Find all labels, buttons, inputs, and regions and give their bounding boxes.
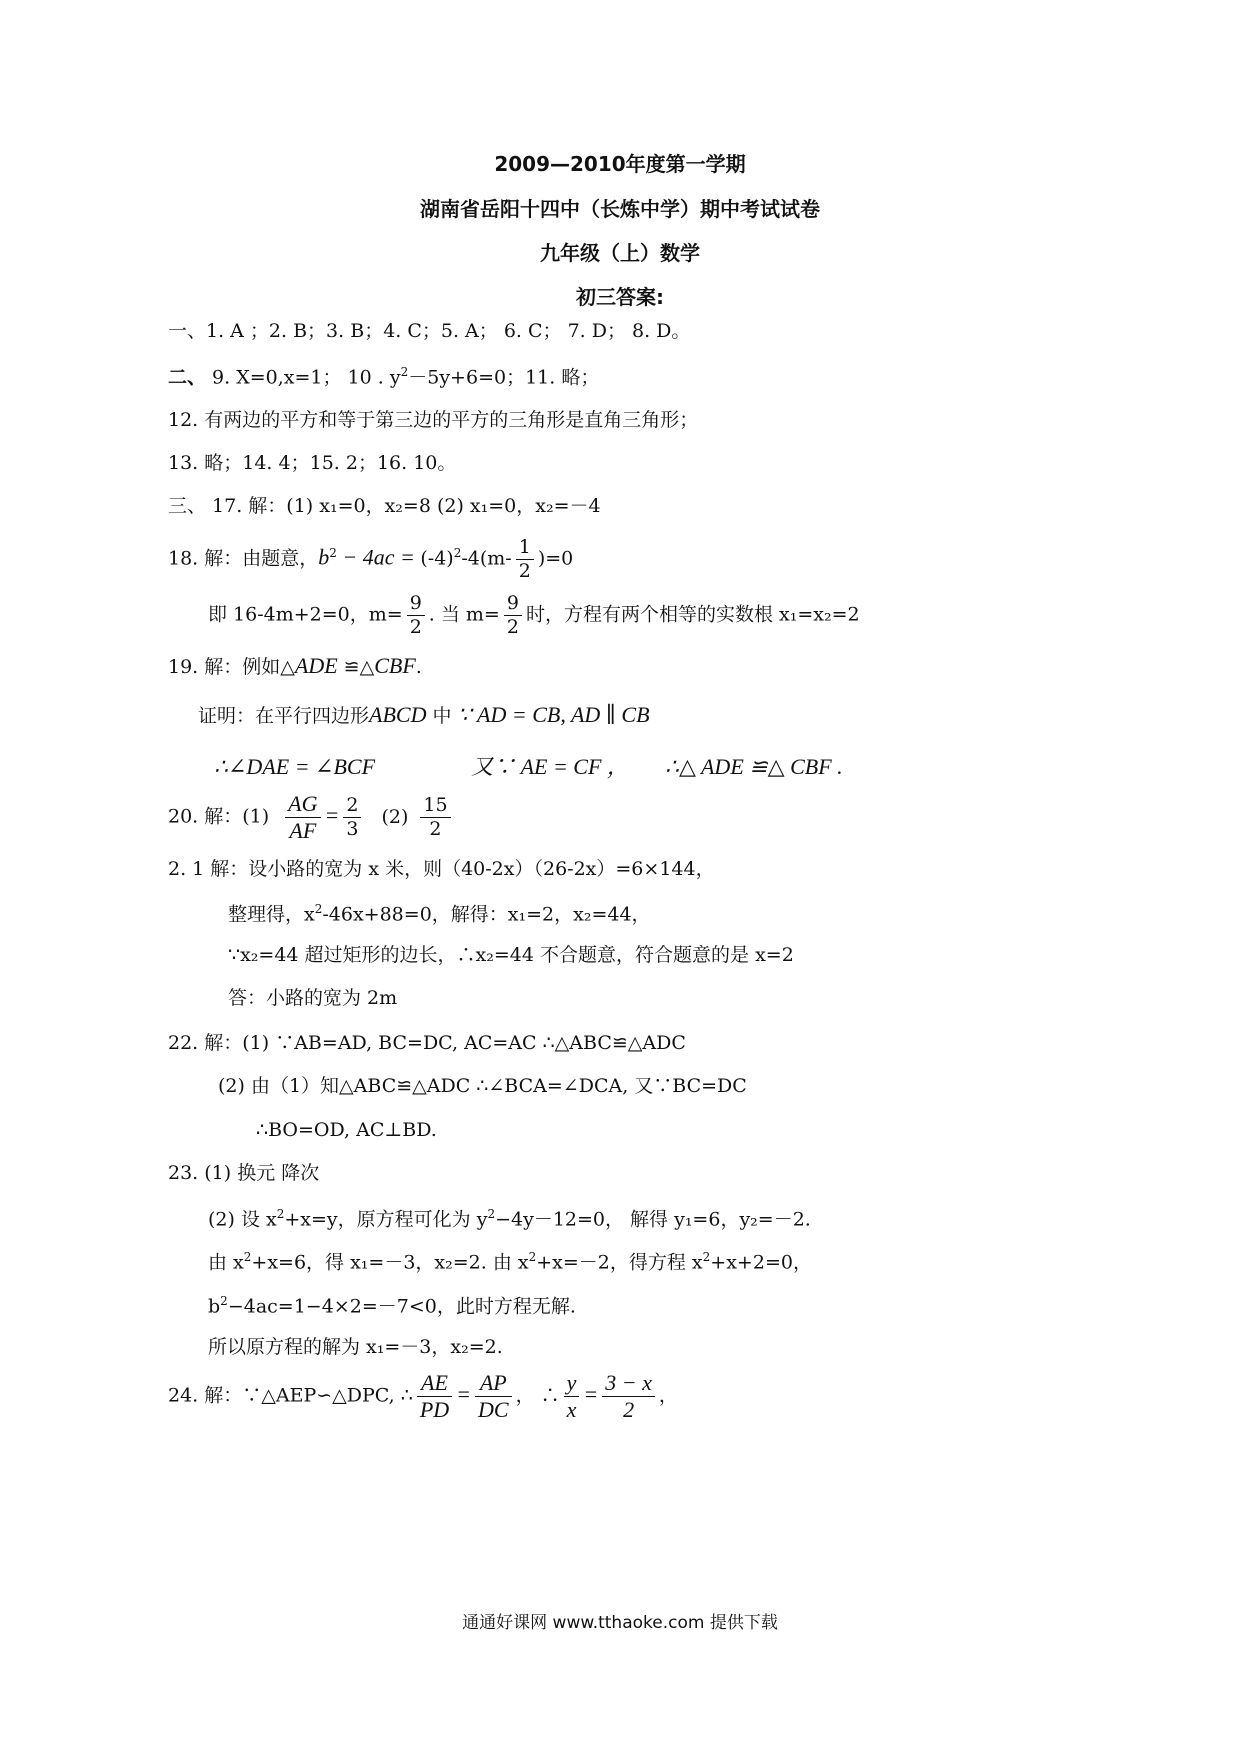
text: ， ∴: [515, 1384, 560, 1407]
answer-line-22: [208, 1295, 576, 1316]
footer-credit: 通通好课网 www.tthaoke.com 提供下载: [462, 1613, 778, 1633]
answer-line-12: 2. 1 解：设小路的宽为 x 米，则（40-2x）（26-2x）=6×144，: [168, 858, 715, 880]
heading-subject: 九年级（上）数学: [540, 241, 700, 265]
text: －5y+6=0；11. 略；: [408, 366, 600, 389]
text: (-4): [420, 547, 454, 570]
text: −4y－12=0， 解得 y₁=6，y₂=－2.: [495, 1208, 811, 1231]
fraction: $\frac{AG}{AF}$: [285, 793, 320, 842]
math: =: [583, 1381, 599, 1407]
text: 由 x: [208, 1251, 244, 1274]
answer-line-23: 所以原方程的解为 x₁=－3，x₂=2.: [208, 1336, 503, 1358]
fraction: $\frac{AP}{DC}$: [475, 1372, 512, 1421]
heading-answers: 初三答案:: [576, 285, 664, 309]
math: 又∵ AE = CF ，: [471, 754, 629, 779]
math: ∵ AD = CB, AD ∥ CB: [457, 702, 650, 727]
answer-line-17: (2) 由（1）知△ABC≌△ADC ∴∠BCA=∠DCA, 又∵BC=DC: [218, 1075, 747, 1097]
text: .: [415, 656, 422, 678]
sup: 2: [400, 365, 409, 379]
text: 24. 解：∵△AEP∽△DPC, ∴: [168, 1384, 413, 1407]
answer-line-10: [214, 756, 843, 778]
answer-line-3: 12. 有两边的平方和等于第三边的平方的三角形是直角三角形；: [168, 409, 699, 431]
math: ∴△ ADE ≌△ CBF .: [664, 754, 843, 779]
sup: 2: [702, 1250, 711, 1264]
fraction: $\frac{2}{3}$: [343, 796, 361, 839]
math: b: [318, 544, 330, 570]
answer-line-7: [208, 594, 860, 637]
answer-line-8: [168, 655, 422, 677]
text: 中: [426, 705, 458, 727]
fraction: $\frac{y}{x}$: [564, 1372, 580, 1421]
text: 19. 解：例如△: [168, 656, 295, 678]
heading-term: 2009—2010年度第一学期: [494, 152, 746, 176]
answer-line-24: [168, 1372, 678, 1421]
answer-line-14: ∵x₂=44 超过矩形的边长，∴x₂=44 不合题意，符合题意的是 x=2: [228, 944, 794, 966]
math: =: [324, 802, 340, 828]
text: 时，方程有两个相等的实数根 x₁=x₂=2: [525, 603, 860, 626]
answer-line-19: 23. (1) 换元 降次: [168, 1162, 320, 1184]
fraction: $\frac{3 - x}{2}$: [602, 1372, 655, 1421]
math: − 4ac =: [336, 544, 421, 570]
sup: 2: [453, 546, 462, 561]
text: -4(m-: [461, 547, 512, 570]
answer-line-4: 13. 略；14. 4；15. 2；16. 10。: [168, 452, 457, 474]
text: )=0: [537, 547, 574, 570]
fraction: $\frac{15}{2}$: [420, 796, 450, 839]
answer-line-21: [208, 1251, 812, 1272]
answer-line-9: [198, 704, 650, 726]
fraction: $\frac{AE}{PD}$: [417, 1372, 452, 1421]
sup: 2: [487, 1207, 496, 1221]
text: 18. 解：由题意，: [168, 547, 319, 570]
text: −4ac=1−4×2=－7<0，此时方程无解.: [227, 1295, 576, 1318]
text: +x=y，原方程可化为 y: [284, 1208, 488, 1231]
answer-line-13: [228, 903, 651, 924]
math: ABCD: [369, 702, 427, 727]
text: 20. 解：(1): [168, 805, 270, 828]
text: (2) 设 x: [208, 1208, 277, 1231]
text: +x+2=0，: [710, 1251, 812, 1274]
answer-line-11: [168, 793, 455, 842]
sup: 2: [528, 1250, 537, 1264]
sup: 2: [220, 1294, 228, 1308]
answer-line-20: [208, 1208, 811, 1229]
answer-line-6: [168, 538, 573, 581]
text: . 当 m=: [428, 603, 500, 626]
heading-school: 湖南省岳阳十四中（长炼中学）期中考试试卷: [420, 197, 820, 221]
text: 证明：在平行四边形: [198, 705, 370, 727]
sup: 2: [329, 546, 337, 561]
text: +x=6，得 x₁=－3，x₂=2. 由 x: [251, 1251, 529, 1274]
text: ≌△: [337, 656, 375, 678]
answer-line-18: ∴BO=OD, AC⊥BD.: [256, 1119, 437, 1141]
sup: 2: [276, 1207, 285, 1221]
text: (2): [381, 805, 409, 828]
math: =: [456, 1381, 472, 1407]
answer-line-2: [168, 366, 599, 387]
sup: 2: [243, 1250, 252, 1264]
fraction: $\frac{1}{2}$: [516, 538, 534, 581]
text: 即 16-4m+2=0，m=: [208, 603, 403, 626]
fraction: $\frac{9}{2}$: [407, 594, 425, 637]
text: 整理得，x: [228, 903, 315, 926]
text: 9. X=0,x=1； 10 . y: [206, 366, 401, 389]
sup: 2: [314, 902, 323, 916]
math: ∴∠DAE = ∠BCF: [214, 754, 376, 779]
fraction: $\frac{9}{2}$: [504, 594, 522, 637]
math: CBF: [374, 653, 416, 678]
text: ，: [658, 1384, 678, 1407]
answer-line-1: 一、1. A ；2. B；3. B；4. C；5. A； 6. C； 7. D； 8. D。: [168, 320, 691, 342]
section-two-label: 二、: [168, 366, 207, 389]
answer-line-15: 答：小路的宽为 2m: [228, 987, 398, 1009]
text: b: [208, 1295, 221, 1318]
answer-line-16: 22. 解：(1) ∵AB=AD, BC=DC, AC=AC ∴△ABC≌△ADC: [168, 1032, 686, 1054]
answer-line-5: 三、 17. 解：(1) x₁=0，x₂=8 (2) x₁=0，x₂=－4: [168, 495, 601, 517]
text: +x=－2，得方程 x: [536, 1251, 703, 1274]
math: ADE: [294, 653, 338, 678]
text: -46x+88=0，解得：x₁=2，x₂=44，: [322, 903, 651, 926]
